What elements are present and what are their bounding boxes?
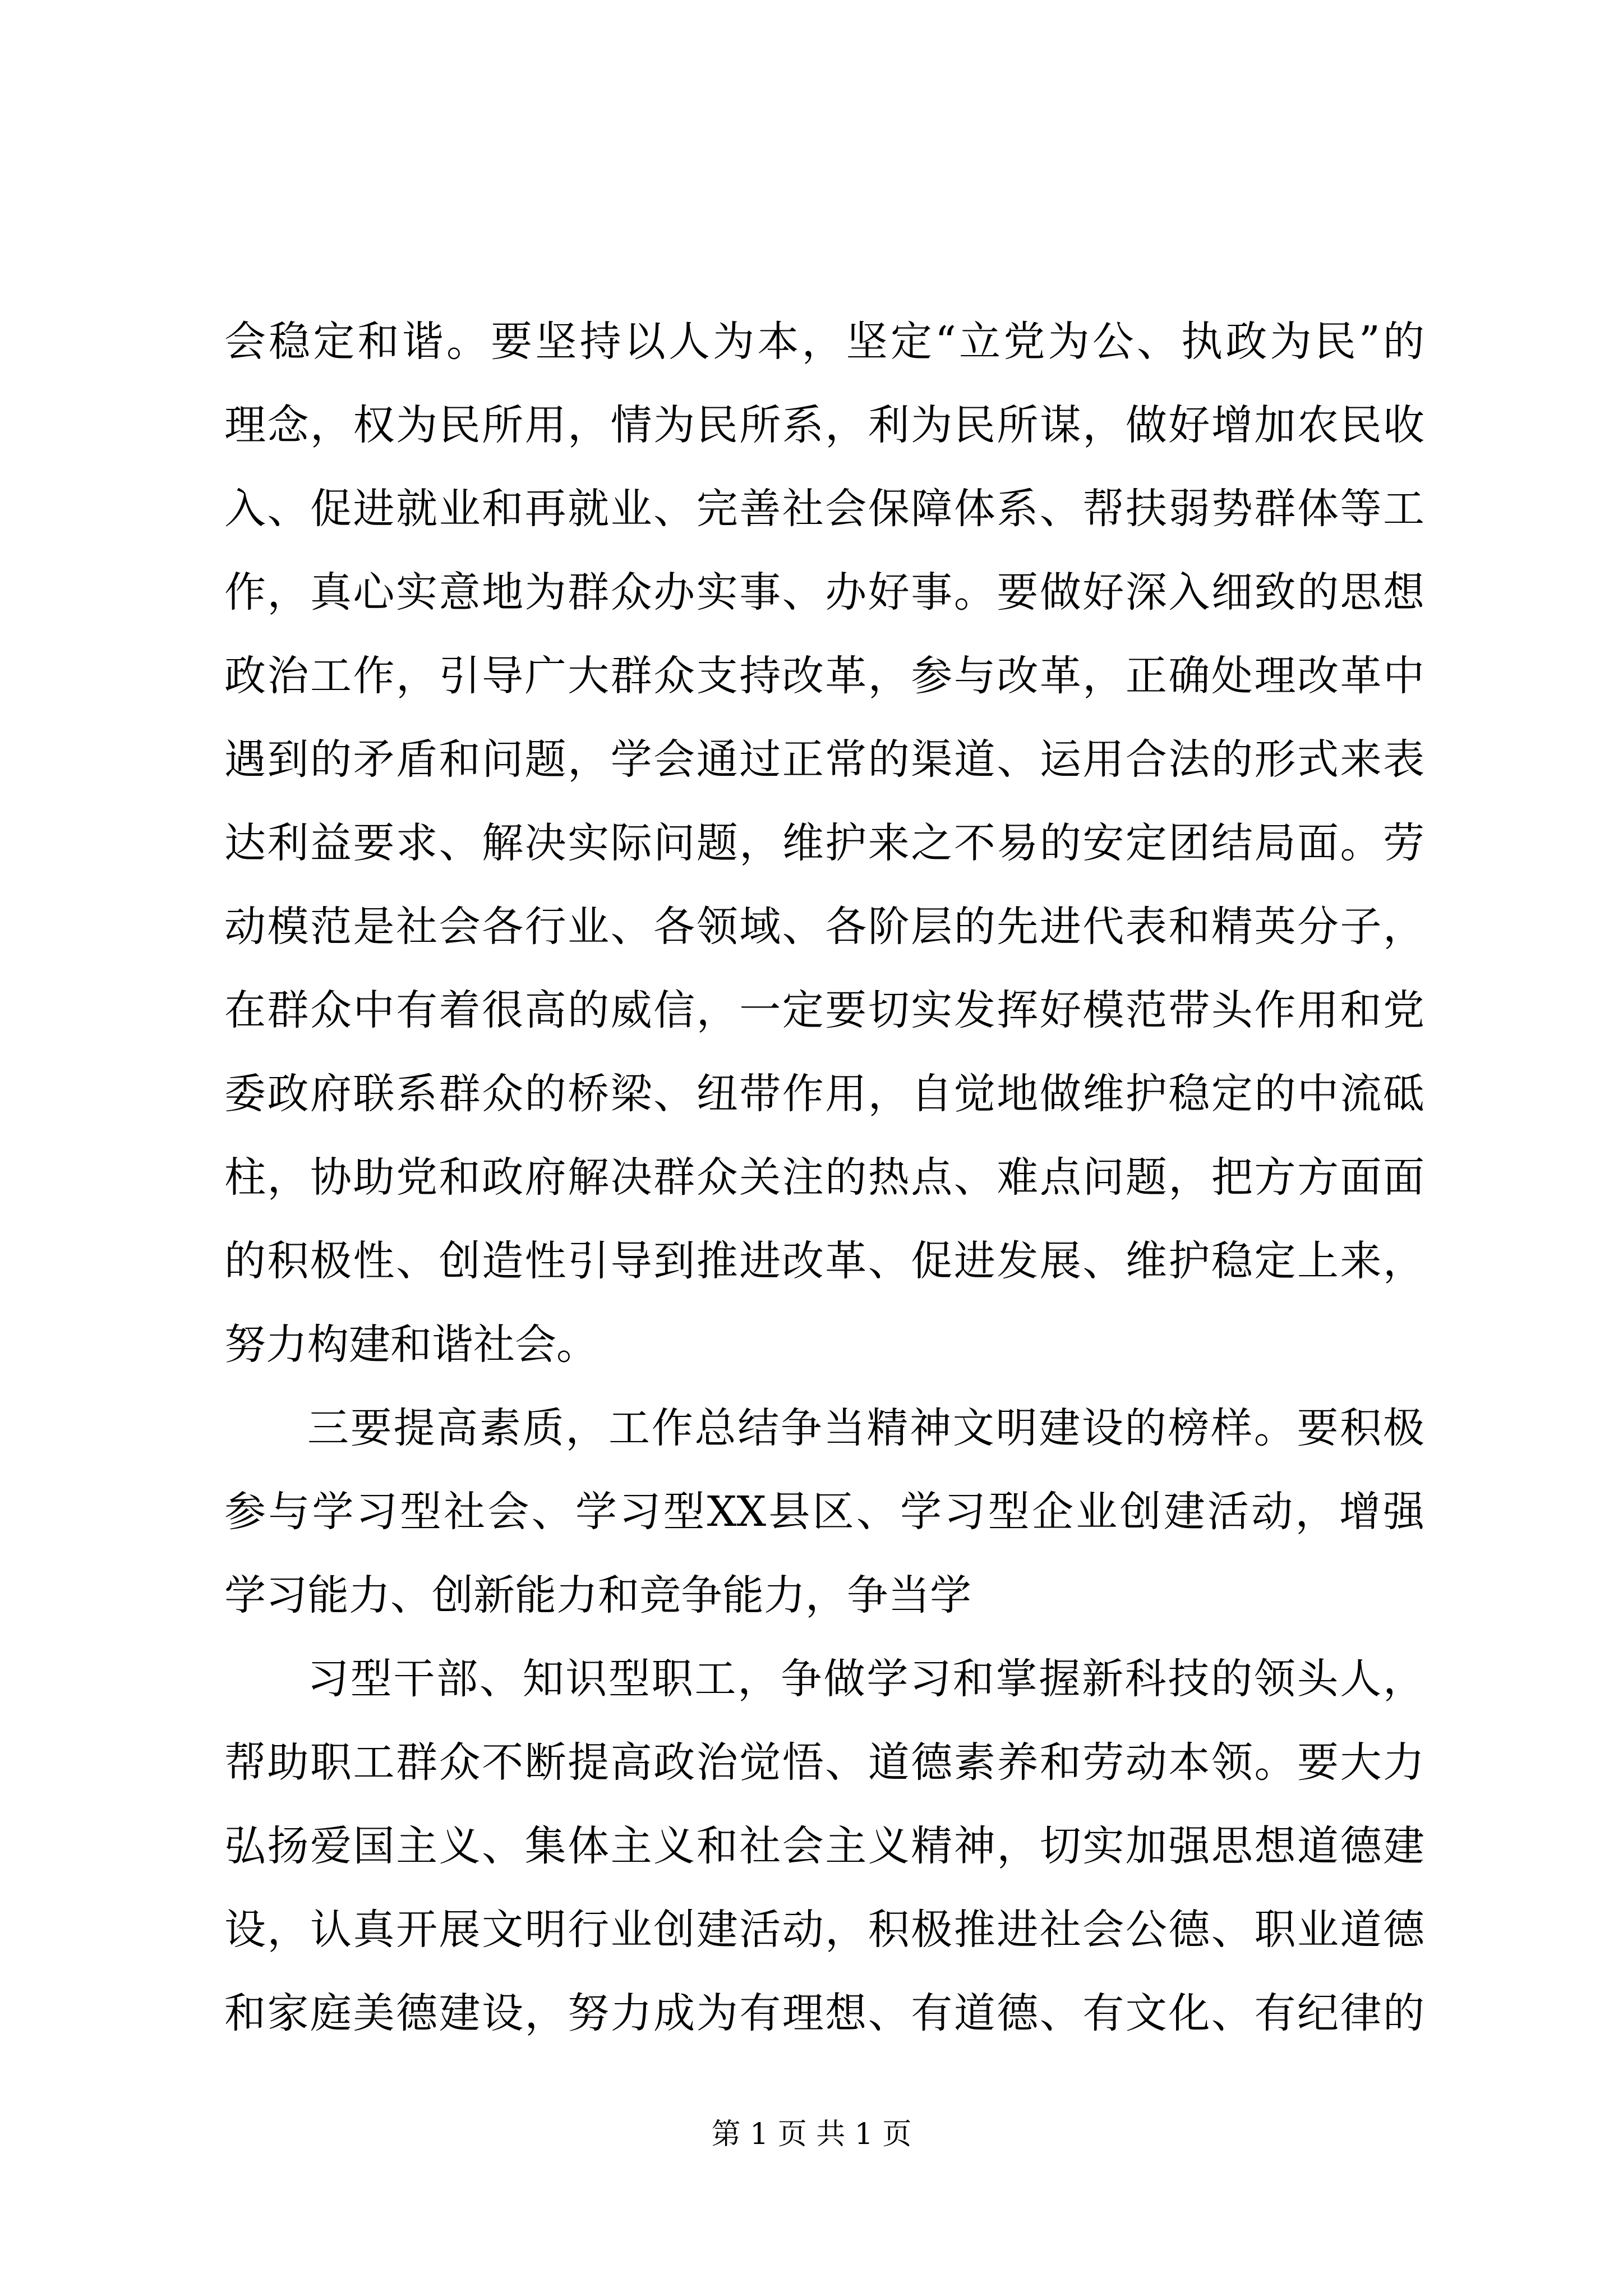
text-line: 入、促进就业和再就业、完善社会保障体系、帮扶弱势群体等工 xyxy=(224,485,1424,533)
text-line: 帮助职工群众不断提高政治觉悟、道德素养和劳动本领。要大力 xyxy=(224,1738,1424,1787)
text-line: 达利益要求、解决实际问题，维护来之不易的安定团结局面。劳 xyxy=(224,819,1424,867)
text-line: 习型干部、知识型职工，争做学习和掌握新科技的领头人， xyxy=(307,1655,1424,1703)
text-line: 柱，协助党和政府解决群众关注的热点、难点问题，把方方面面 xyxy=(224,1153,1424,1202)
text-line: 政治工作，引导广大群众支持改革，参与改革，正确处理改革中 xyxy=(224,652,1424,700)
text-line: 会稳定和谐。要坚持以人为本，坚定“立党为公、执政为民”的 xyxy=(224,318,1424,366)
text-line: 遇到的矛盾和问题，学会通过正常的渠道、运用合法的形式来表 xyxy=(224,735,1424,784)
text-line: 和家庭美德建设，努力成为有理想、有道德、有文化、有纪律的 xyxy=(224,1989,1424,2037)
text-line: 作，真心实意地为群众办实事、办好事。要做好深入细致的思想 xyxy=(224,568,1424,616)
text-line: 努力构建和谐社会。 xyxy=(224,1320,598,1369)
text-line: 设，认真开展文明行业创建活动，积极推进社会公德、职业道德 xyxy=(224,1906,1424,1954)
body-text xyxy=(224,300,1424,2055)
text-line: 动模范是社会各行业、各领域、各阶层的先进代表和精英分子， xyxy=(224,903,1424,951)
text-line: 三要提高素质，工作总结争当精神文明建设的榜样。要积极 xyxy=(307,1404,1424,1452)
text-line: 的积极性、创造性引导到推进改革、促进发展、维护稳定上来， xyxy=(224,1237,1424,1285)
text-line: 弘扬爱国主义、集体主义和社会主义精神，切实加强思想道德建 xyxy=(224,1822,1424,1870)
text-line: 理念，权为民所用，情为民所系，利为民所谋，做好增加农民收 xyxy=(224,401,1424,449)
text-line: 委政府联系群众的桥梁、纽带作用，自觉地做维护稳定的中流砥 xyxy=(224,1070,1424,1118)
text-line: 在群众中有着很高的威信，一定要切实发挥好模范带头作用和党 xyxy=(224,986,1424,1034)
text-line: 参与学习型社会、学习型XX县区、学习型企业创建活动，增强 xyxy=(224,1488,1424,1536)
page-footer: 第 1 页 共 1 页 xyxy=(711,2118,912,2151)
text-line: 学习能力、创新能力和竞争能力，争当学 xyxy=(224,1571,971,1619)
